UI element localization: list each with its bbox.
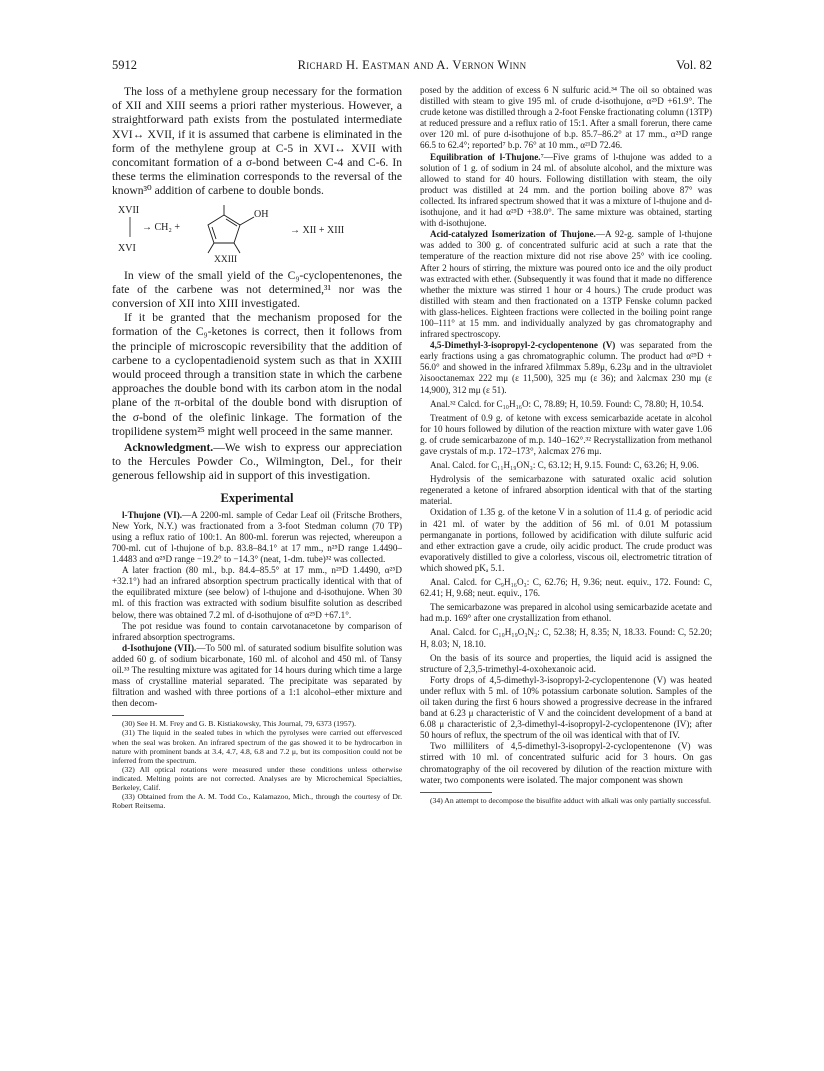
right-column — [420, 85, 712, 805]
paragraph-oxidation: Oxidation of 1.35 g. of the ketone V in a solution of 11.4 g. of periodic acid in 421 ml. of water by the addition of 56 ml. of 0.01 M potassium permanganate in portions, followed by acidification with dilute sulfuric acid and ether extraction gave a crude, oily acidic product. The crude product was evaporatively distilled to give a colorless, viscous oil, electrometric titration of which showed pKₐ 5.1. — [420, 507, 712, 573]
volume-label: Vol. 82 — [676, 58, 712, 72]
paragraph-structure-assignment: On the basis of its source and properties, the liquid acid is assigned the structure of 2,3,5-trimethyl-4-oxohexanoic acid. — [420, 652, 712, 674]
running-title: Richard H. Eastman and A. Vernon Winn — [297, 58, 527, 72]
page-header — [112, 58, 712, 74]
footnote-30: (30) See H. M. Frey and G. B. Kistiakowsky, This Journal, 79, 6373 (1957). — [122, 719, 357, 729]
acid-isomerization-text: —A 92-g. sample of l-thujone was added to 300 g. of concentrated sulfuric acid at such a rate that the temperature of the reaction mixture did not rise above 25° with ice cooling. After 2 hours of stirring, the mixture was poured onto ice and the oily product was extracted with ether. (Subsequently it was found that it made no difference whether the mixture was stirred 1 hour or 4 hours.) The crude product was distilled with steam and then fractionated on a 13TP Fenske column packed with glass-helices. Eighteen fractions were collected in the boiling point range 100–111° at 15 mm. and individually analyzed by gas chromatography and infrared spectroscopy. — [420, 229, 712, 340]
paragraph-forty-drops: Forty drops of 4,5-dimethyl-3-isopropyl-2-cyclopentenone (V) was heated under reflux with 5 ml. of 10% potassium carbonate solution. Samples of the oil taken during the first 6 hours showed a progressive decrease in the infrared band at 6.23 μ characteristic of V and the coincident development of a band at 6.08 μ characteristic of 2,3-dimethyl-4-isopropyl-2-cyclopentenone (IV); after 50 hours of reflux, the spectrum of the oil was identical with that of IV. — [420, 674, 712, 741]
analysis-2: Anal. Calcd. for C₁₁H₁₉ON₃: C, 63.12; H, 9.15. Found: C, 63.26; H, 9.06. — [430, 460, 699, 471]
footnote-34: (34) An attempt to decompose the bisulfite adduct with alkali was only partially successful. — [430, 795, 711, 805]
l-thujone-text: —A 2200-ml. sample of Cedar Leaf oil (Fritsche Brothers, New York, N.Y.) was fractionated from a 3-foot Stedman column (70 TP) using a reflux ratio of 100:1. An 800-ml. forerun was rejected, whereupon a 700-ml. cut of l-thujone of b.p. 83.8–84.1° at 17 mm., n²⁵D range 1.4490–1.4483 and α²⁵D range −19.2° to −14.3° (neat, 1-dm. tube)³² was collected. — [112, 509, 402, 565]
left-column — [112, 85, 402, 810]
paragraph-l-thujone — [112, 510, 402, 565]
d-isothujone-text: —To 500 ml. of saturated sodium bisulfite solution was added 60 g. of sodium bicarbonate, 160 ml. of alcohol and 450 ml. of Tansy oil.³³ The resulting mixture was agitated for 14 hours during which time a large mass of crystalline material separated. The precipitate was separated by filtration and washed with three portions of a 1:1 alcohol–ether mixture and then decom- — [112, 642, 402, 709]
compound-xxiii-label: XXIII — [214, 254, 238, 263]
equilibration-text: ⁷—Five grams of l-thujone was added to a solution of 1 g. of sodium in 24 ml. of absolute alcohol, and the mixture was allowed to stand for 40 hours. Following distillation with steam, the oily product was distilled at 24 mm. and the portion boiling above 87° was collected. Its infrared spectrum showed that it was a mixture of l-thujone and d-isothujone, and it had α²⁵D +38.0°. The same mixture was obtained, starting with d-isothujone. — [420, 151, 712, 229]
label-xvi: XVI — [118, 242, 136, 254]
paragraph-decomposition: posed by the addition of excess 6 N sulfuric acid.³⁴ The oil so obtained was distilled with steam to give 195 ml. of crude d-isothujone, α²⁵D +61.9°. The crude ketone was distilled through a 2-foot Fenske fractionating column (13TP) at reduced pressure and a reflux ratio of 15:1. After a small forerun, there came over 120 ml. of pure d-isothujone of b.p. 85.7–86.2° at 17 mm., α²⁵D range 66.5 to 62.4°; reported⁷ b.p. 76° at 10 mm., α²¹D 72.46. — [420, 85, 712, 151]
analysis-1: Anal.³² Calcd. for C₁₀H₁₆O: C, 78.89; H, 10.59. Found: C, 78.80; H, 10.54. — [430, 398, 704, 409]
products-label: → XII + XIII — [290, 224, 345, 236]
footnote-31: (31) The liquid in the sealed tubes in which the pyrolyses were carried out effervesced when the seal was broken. An infrared spectrum of the gas showed it to be hydrocarbon in nature with prominent bands at 3.4, 4.7, 4.8, 6.8 and 7.2 μ, but its composition could not be inferred from the spectrum. — [112, 728, 402, 765]
compound-v-title: 4,5-Dimethyl-3-isopropyl-2-cyclopentenone (V) — [430, 340, 616, 351]
paragraph-later-fraction: A later fraction (80 ml., b.p. 84.4–85.5° at 17 mm., n²⁵D 1.4490, α²⁵D +32.1°) had an infrared absorption spectrum practically identical with that of the equilibrated mixture (see below) of l-thujone and d-isothujone. When 30 ml. of this fraction was extracted with sodium bisulfite solution as described below, there was obtained 7.2 ml. of d-isothujone of α²⁵D +67.1°. — [112, 565, 402, 620]
paragraph-compound-v — [420, 340, 712, 395]
acknowledgment-text: —We wish to express our appreciation to the Hercules Powder Co., Wilmington, Del., for their generous fellowship aid in support of this investigation. — [112, 441, 402, 483]
experimental-heading: Experimental — [220, 490, 294, 505]
footnote-divider-right — [420, 792, 492, 793]
paragraph-equilibration — [420, 152, 712, 230]
paragraph-two-milliliters: Two milliliters of 4,5-dimethyl-3-isopropyl-2-cyclopentenone (V) was stirred with 10 ml. of concentrated sulfuric acid for 3 hours. On gas chromatography of the oil recovered by dilution of the reaction mixture with water, two components were isolated. The major component was shown — [420, 741, 712, 785]
d-isothujone-title: d-Isothujone (VII). — [122, 642, 197, 653]
reaction-scheme — [112, 201, 402, 263]
footnote-32: (32) All optical rotations were measured under these conditions unless otherwise indicated. Melting points are not corrected. Analyses are by Microchemical Specialties, Berkeley, Calif. — [112, 764, 402, 793]
hydroxyl-label: OH — [254, 208, 269, 220]
paragraph-semicarbazide: Treatment of 0.9 g. of ketone with excess semicarbazide acetate in alcohol for 10 hours followed by dilution of the reaction mixture with water gave 1.06 g. of crude semicarbazone of m.p. 140–162°.³² Recrystallization from methanol gave crystals of m.p. 172–173°, λalcmax 276 mμ. — [420, 412, 712, 456]
acid-isomerization-title: Acid-catalyzed Isomerization of Thujone. — [430, 229, 596, 240]
paragraph-semicarbazone: The semicarbazone was prepared in alcohol using semicarbazide acetate and had m.p. 169° after one crystallization from ethanol. — [420, 602, 712, 624]
equilibration-title: Equilibration of l-Thujone. — [430, 151, 541, 162]
acknowledgment — [112, 441, 402, 484]
paragraph-carbene-loss: The loss of a methylene group necessary for the formation of XII and XIII seems a priori rather mysterious. However, a straightforward path exists from the postulated intermediate XVI↔ XVII, if it is assumed that carbene is eliminated in the form of the methylene group at C-5 in XVI↔ XVII with concomitant formation of a σ-bond between C-4 and C-6. In these terms the elimination corresponds to the reversal of the known³⁰ addition of carbene to double bonds. — [112, 85, 402, 198]
paragraph-pot-residue: The pot residue was found to contain carvotanacetone by comparison of infrared absorption spectrograms. — [112, 620, 402, 642]
analysis-4: Anal. Calcd. for C₁₀H₁₉O₃N₃: C, 52.38; H, 8.35; N, 18.33. Found: C, 52.20; H, 8.03; N, 18.10. — [420, 627, 712, 649]
page-number: 5912 — [112, 58, 137, 72]
footnote-divider — [112, 715, 184, 716]
label-xvii: XVII — [118, 204, 140, 216]
paragraph-acid-isomerization — [420, 229, 712, 340]
footnote-33: (33) Obtained from the A. M. Todd Co., Kalamazoo, Mich., through the courtesy of Dr. Robert Reitsema. — [112, 792, 402, 811]
analysis-3: Anal. Calcd. for C₉H₁₆O₃: C, 62.76; H, 9.36; neut. equiv., 172. Found: C, 62.41; H, 9.68; neut. equiv., 176. — [420, 577, 712, 599]
paragraph-carbene-fate: In view of the small yield of the C₉-cyclopentenones, the fate of the carbene was not determined,³¹ nor was the conversion of XII into XIII investigated. — [112, 268, 402, 311]
compound-v-text: was separated from the early fractions using a gas chromatographic column. The product had α²⁵D + 56.0° and showed in the infrared λfilmmax 5.89μ, 6.23μ and in the ultraviolet λisooctanemax 222 mμ (ε 11,500), 325 mμ (ε 36); and λalcmax 230 mμ (ε 14,900), 312 mμ (ε 51). — [420, 340, 712, 395]
l-thujone-title: l-Thujone (VI). — [122, 509, 183, 520]
paragraph-hydrolysis: Hydrolysis of the semicarbazone with saturated oxalic acid solution regenerated a ketone of infrared absorption identical with that of the starting material. — [420, 474, 712, 507]
carbene-label: → CH₂ + — [142, 221, 181, 233]
acknowledgment-title: Acknowledgment. — [124, 441, 214, 455]
cyclopentadienol-ring — [208, 205, 254, 253]
paragraph-mechanism: If it be granted that the mechanism proposed for the formation of the C₉-ketones is correct, then it follows from the principle of microscopic reversibility that the addition of carbene to a cyclopentadienoid system such as that in XXIII would proceed through a transition state in which the carbene approaches the double bond with its carbon atom in the nodal plane of the π-orbital of the double bond with disruption of the σ-bond of the olefinic linkage. The formation of the tropilidene system²⁵ might well proceed in the same manner. — [112, 311, 402, 438]
reaction-scheme-drawing — [112, 201, 402, 263]
paragraph-d-isothujone — [112, 643, 402, 710]
